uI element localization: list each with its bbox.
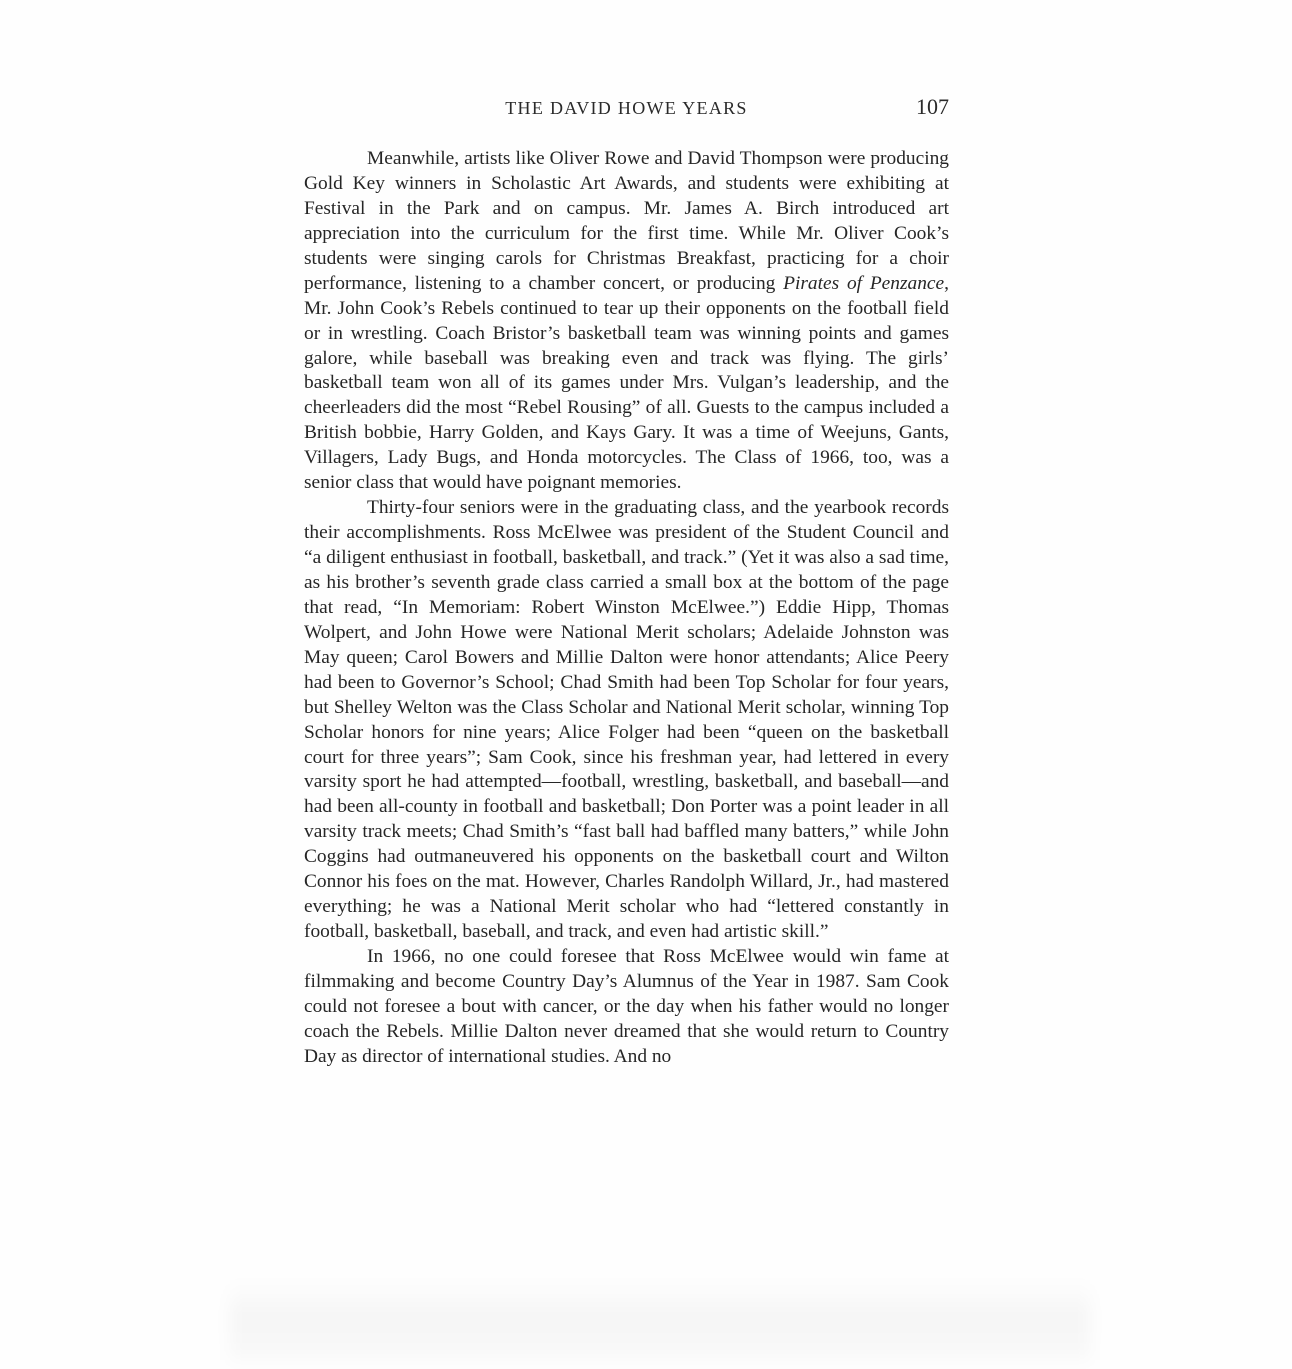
paragraph-seniors: Thirty-four seniors were in the graduating class, and the yearbook records their accomplishments. Ross McElwee was president of the Student Council and “a diligent enthusiast in football, basketball, and track.” (Yet it was also a sad time, as his brother’s seventh grade class carried a small box at the bottom of the page that read, “In Memoriam: Robert Winston McElwee.”) Eddie Hipp, Thomas Wolpert, and John Howe were National Merit scholars; Adelaide Johnston was May queen; Carol Bowers and Millie Dalton were honor attendants; Alice Peery had been to Governor’s School; Chad Smith had been Top Scholar for four years, but Shelley Welton was the Class Scholar and National Merit scholar, winning Top Scholar honors for nine years; Alice Folger had been “queen on the basketball court for three years”; Sam Cook, since his freshman year, had lettered in every varsity sport he had attempted—football, wrestling, basketball, and baseball—and had been all-county in football and basketball; Don Porter was a point leader in all varsity track meets; Chad Smith’s “fast ball had baffled many batters,” while John Coggins had outmaneuvered his opponents on the basketball court and Wilton Connor his foes on the mat. However, Charles Randolph Willard, Jr., had mastered everything; he was a National Merit scholar who had “lettered constantly in football, basketball, baseball, and track, and even had artistic skill.”	[304, 497, 949, 943]
paragraph-text: , Mr. John Cook’s Rebels continued to tear up their opponents on the football field or in wrestling. Coach Bristor’s basketball team was winning points and games galore, while baseball was breaking even and track was flying. The girls’ basketball team won all of its games under Mrs. Vulgan’s leadership, and the cheerleaders did the most “Rebel Rousing” of all. Guests to the campus included a British bobbie, Harry Golden, and Kays Gary. It was a time of Weejuns, Gants, Villagers, Lady Bugs, and Honda motorcycles. The Class of 1966, too, was a senior class that would have poignant memories.	[304, 272, 949, 494]
paragraph-foresight: In 1966, no one could foresee that Ross McElwee would win fame at filmmaking and become Country Day’s Alumnus of the Year in 1987. Sam Cook could not foresee a bout with cancer, or the day when his father would no longer coach the Rebels. Millie Dalton never dreamed that she would return to Country Day as director of international studies. And no	[304, 946, 949, 1067]
paragraph-arts-and-athletics	[304, 147, 949, 496]
italic-title: Pirates of Penzance	[783, 272, 945, 294]
page-number: 107	[916, 94, 949, 119]
scan-edge-shadow	[230, 1280, 1090, 1360]
paragraph-text: Meanwhile, artists like Oliver Rowe and David Thompson were producing Gold Key winners in Scholastic Art Awards, and students were exhibiting at Festival in the Park and on campus. Mr. James A. Birch introduced art appreciation into the curriculum for the first time. While Mr. Oliver Cook’s students were singing carols for Christmas Breakfast, practicing for a choir performance, listening to a chamber concert, or producing	[304, 148, 949, 294]
running-header	[304, 94, 949, 124]
body-text	[304, 147, 949, 1070]
running-title: THE DAVID HOWE YEARS	[505, 98, 748, 118]
